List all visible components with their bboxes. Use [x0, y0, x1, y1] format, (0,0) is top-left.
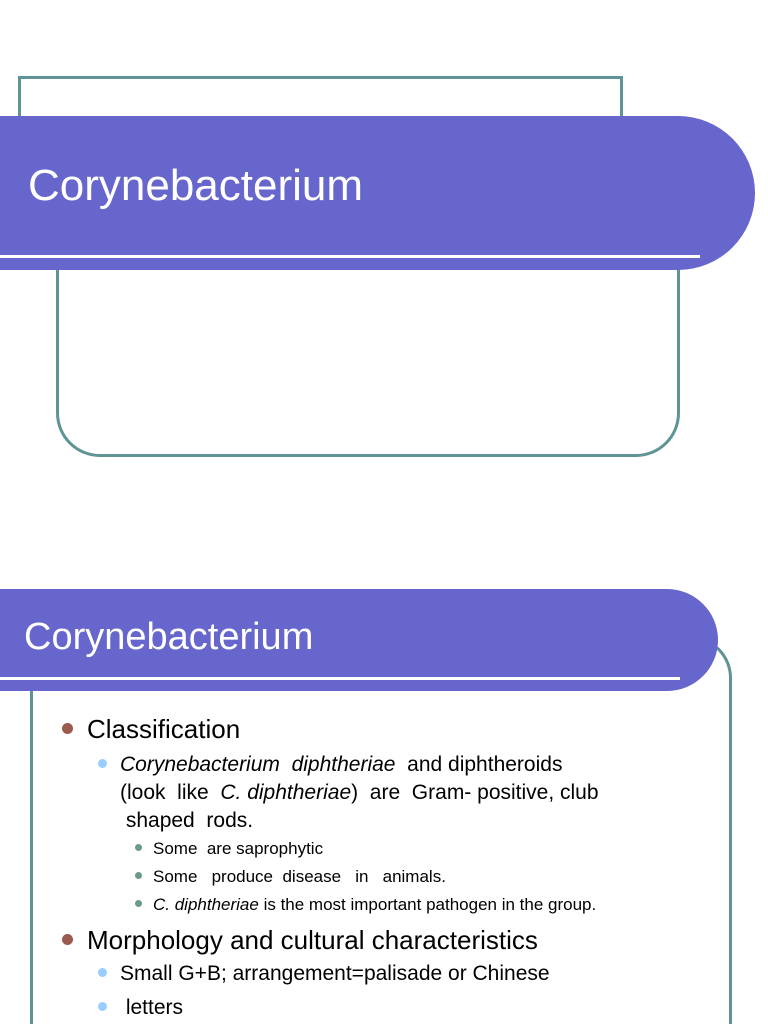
slide-2-frame-corner: [690, 636, 732, 1024]
list-item: Some are saprophytic: [153, 839, 324, 858]
bullet-icon: [98, 759, 107, 768]
bullet-icon: [135, 844, 142, 851]
list-item: letters: [120, 996, 184, 1019]
slide-1-banner-rule: [0, 255, 700, 258]
bullet-icon: [135, 872, 142, 879]
classification-line-3: shaped rods.: [120, 809, 254, 832]
list-item: Some produce disease in animals.: [153, 867, 446, 886]
morphology-heading: Morphology and cultural characteristics: [87, 925, 538, 955]
bullet-icon: [62, 934, 73, 945]
classification-line-1: [120, 754, 562, 775]
list-item: Small G+B; arrangement=palisade or Chinese: [120, 962, 550, 985]
species-abbrev: C. diphtheriae: [153, 895, 259, 914]
classification-line-2-rest: ) are Gram- positive, club: [351, 781, 599, 804]
species-name: Corynebacterium diphtheriae: [120, 753, 396, 776]
list-item: [153, 896, 596, 913]
bullet-icon: [135, 900, 142, 907]
classification-line-2: [120, 782, 599, 803]
slide-2-banner-rule: [0, 677, 680, 680]
slide-1-frame-bottom: [56, 250, 680, 457]
species-abbrev: C. diphtheriae: [220, 781, 352, 804]
bullet-icon: [98, 1002, 107, 1011]
bullet-icon: [98, 968, 107, 977]
slide-1-title: Corynebacterium: [28, 161, 364, 210]
bullet-icon: [62, 723, 73, 734]
classification-line-1-rest: and diphtheroids: [395, 753, 563, 776]
classification-line-2-pre: (look like: [120, 781, 221, 804]
slide-2-title: Corynebacterium: [24, 616, 314, 658]
classification-heading: Classification: [87, 714, 241, 744]
list-item-rest: is the most important pathogen in the group.: [258, 895, 597, 914]
